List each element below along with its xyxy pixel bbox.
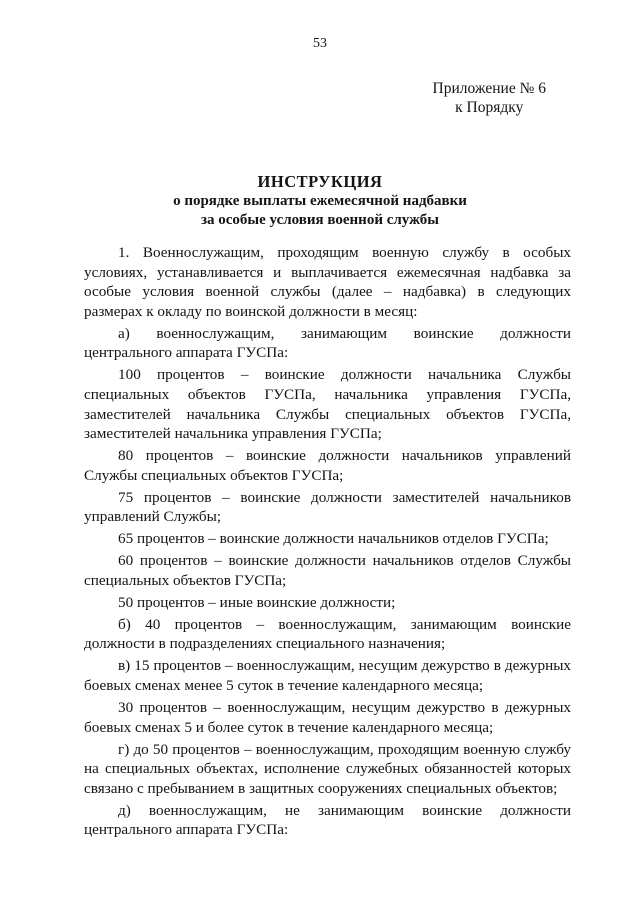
paragraph: б) 40 процентов – военнослужащим, занимающим воинские должности в подразделениях специального назначения;	[84, 615, 571, 653]
page-number: 53	[313, 36, 327, 51]
appendix-line-1: Приложение № 6	[432, 80, 546, 97]
paragraph: 30 процентов – военнослужащим, несущим дежурство в дежурных боевых сменах 5 и более суток в течение календарного месяца;	[84, 698, 571, 736]
paragraph: д) военнослужащим, не занимающим воинские должности центрального аппарата ГУСПа:	[84, 801, 571, 839]
paragraph: 50 процентов – иные воинские должности;	[118, 593, 396, 611]
paragraph: а) военнослужащим, занимающим воинские должности центрального аппарата ГУСПа:	[84, 324, 571, 362]
paragraph: 60 процентов – воинские должности начальников отделов Службы специальных объектов ГУСПа;	[84, 552, 571, 589]
paragraph: 75 процентов – воинские должности заместителей начальников управлений Службы;	[84, 488, 571, 526]
paragraph: 1. Военнослужащим, проходящим военную службу в особых условиях, устанавливается и выплачивается ежемесячная надбавка за особые условия военной службы (далее – надбавка) в следующих размерах к окладу по воинской должности в месяц:	[84, 244, 571, 320]
title-line-3: за особые условия военной службы	[200, 212, 439, 228]
appendix-reference	[433, 79, 546, 117]
paragraph: в) 15 процентов – военнослужащим, несущим дежурство в дежурных боевых сменах менее 5 суток в течение календарного месяца;	[84, 657, 571, 694]
document-body	[84, 243, 571, 842]
paragraph: 100 процентов – воинские должности начальника Службы специальных объектов ГУСПа, начальника управления ГУСПа, заместителей начальника Службы специальных объектов ГУСПа, заместителей начальника управления ГУСПа;	[84, 366, 571, 443]
document-title	[0, 172, 640, 230]
paragraph: г) до 50 процентов – военнослужащим, проходящим военную службу на специальных объектах, исполнение служебных обязанностей которых связано с пребыванием в защитных сооружениях специальных объектов;	[84, 740, 571, 797]
appendix-line-2: к Порядку	[455, 99, 524, 116]
title-main: ИНСТРУКЦИЯ	[257, 172, 383, 191]
paragraph: 80 процентов – воинские должности начальников управлений Службы специальных объектов ГУСПа;	[84, 447, 571, 484]
paragraph: 65 процентов – воинские должности начальников отделов ГУСПа;	[118, 530, 549, 548]
title-line-2: о порядке выплаты ежемесячной надбавки	[173, 193, 467, 209]
